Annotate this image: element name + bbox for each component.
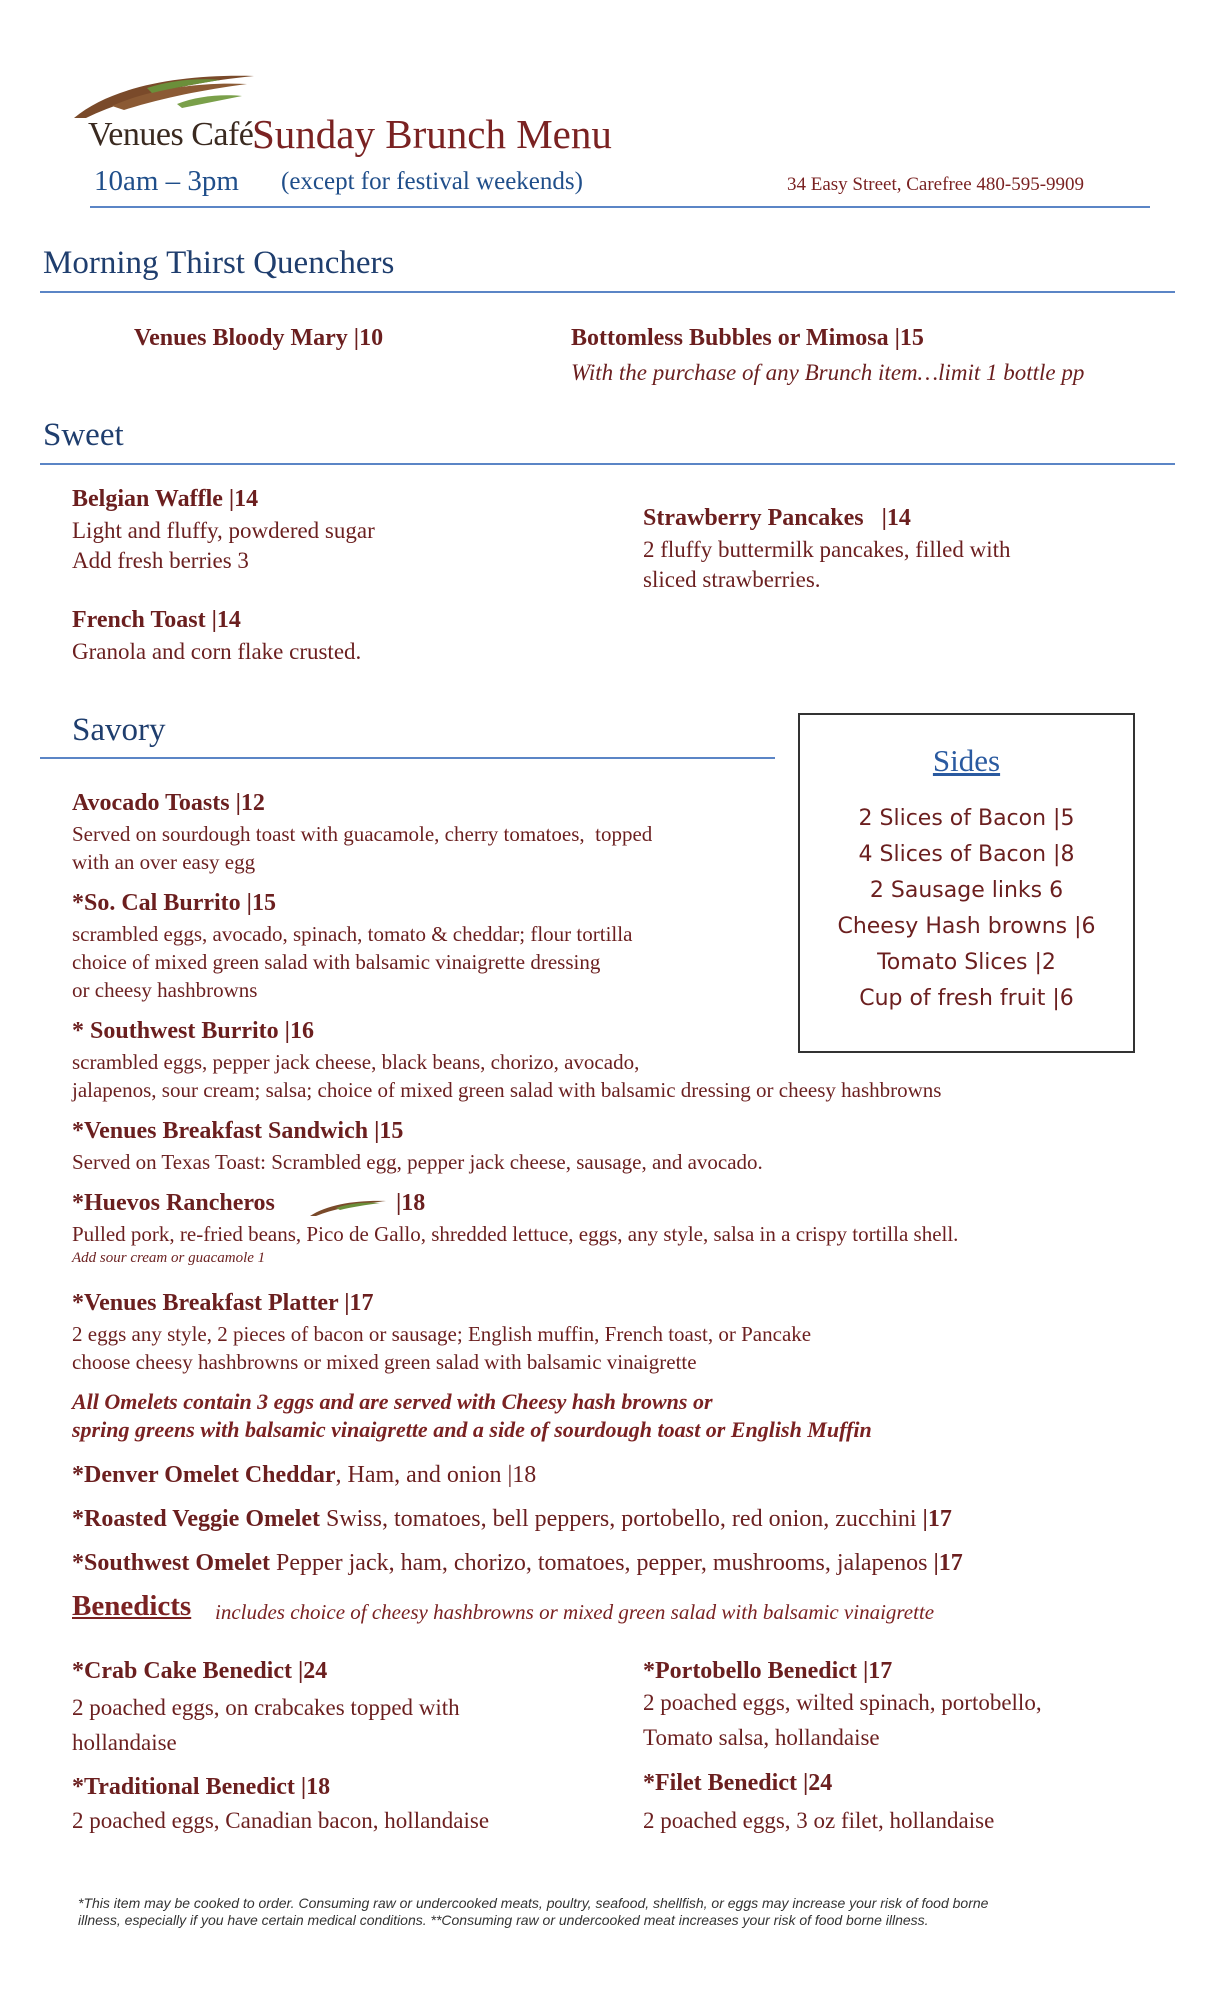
sides-title: Sides [932,743,1001,778]
filet-benedict-desc: 2 poached eggs, 3 oz filet, hollandaise [643,1808,995,1833]
sides-box [798,713,1135,1053]
huevos-rancheros-desc: Pulled pork, re-fried beans, Pico de Gallo, shredded lettuce, eggs, any style, salsa in a crispy tortilla shell. [72,1222,959,1246]
side-item: Cheesy Hash browns |6 [837,914,1096,939]
portobello-benedict-name: *Portobello Benedict |17 [643,1658,893,1684]
southwest-omelet-name: *Southwest Omelet [72,1550,270,1576]
socal-burrito-desc-1: scrambled eggs, avocado, spinach, tomato & cheddar; flour tortilla [72,922,633,946]
pancakes-desc-2: sliced strawberries. [643,567,821,592]
southwest-omelet-desc: Pepper jack, ham, chorizo, tomatoes, pepper, mushrooms, jalapenos [269,1550,934,1576]
side-item: 4 Slices of Bacon |8 [858,842,1075,867]
benedicts-note: includes choice of cheesy hashbrowns or mixed green salad with balsamic vinaigrette [215,1600,935,1624]
avocado-toast-desc-2: with an over easy egg [72,850,256,874]
section-title-savory: Savory [72,712,166,748]
breakfast-platter-desc-2: choose cheesy hashbrowns or mixed green salad with balsamic vinaigrette [72,1350,697,1374]
side-item: Tomato Slices |2 [877,950,1056,975]
southwest-omelet [72,1550,963,1577]
socal-burrito-desc-3: or cheesy hashbrowns [72,978,258,1002]
french-toast-name: French Toast |14 [72,607,241,633]
omelet-note-line-1: All Omelets contain 3 eggs and are served with Cheesy hash browns or [72,1389,713,1414]
side-item: 2 Sausage links 6 [869,878,1064,903]
waffle-desc-2: Add fresh berries 3 [72,548,249,573]
southwest-burrito-desc-2: jalapenos, sour cream; salsa; choice of mixed green salad with balsamic dressing or cheesy hashbrowns [72,1078,942,1102]
crab-cake-benedict-desc-1: 2 poached eggs, on crabcakes topped with [72,1695,460,1720]
side-item: Cup of fresh fruit |6 [859,986,1074,1011]
huevos-rancheros-price: |18 [396,1190,426,1216]
southwest-burrito-desc-1: scrambled eggs, pepper jack cheese, black beans, chorizo, avocado, [72,1050,640,1074]
breakfast-sandwich-name: *Venues Breakfast Sandwich |15 [72,1118,404,1144]
socal-burrito-desc-2: choice of mixed green salad with balsamic vinaigrette dressing [72,950,601,974]
pancakes-name: Strawberry Pancakes |14 [643,505,911,531]
french-toast-desc: Granola and corn flake crusted. [72,639,362,664]
portobello-benedict-desc-2: Tomato salsa, hollandaise [643,1725,880,1750]
southwest-omelet-price: |17 [933,1550,963,1576]
breakfast-platter-desc-1: 2 eggs any style, 2 pieces of bacon or sausage; English muffin, French toast, or Pancake [72,1322,812,1346]
section-title-thirst: Morning Thirst Quenchers [43,245,395,281]
hours-note: (except for festival weekends) [281,168,583,195]
footer-line-2: illness, especially if you have certain medical conditions. **Consuming raw or undercooked meat increases your risk of food borne illness. [78,1912,929,1928]
breakfast-platter-name: *Venues Breakfast Platter |17 [72,1290,374,1316]
veggie-omelet-name: *Roasted Veggie Omelet [72,1506,320,1532]
veggie-omelet-desc: Swiss, tomatoes, bell peppers, portobello, red onion, zucchini [319,1506,923,1532]
huevos-rancheros-note: Add sour cream or guacamole 1 [72,1250,266,1266]
footer-disclaimer [78,1895,1158,1929]
avocado-toast-desc-1: Served on sourdough toast with guacamole, cherry tomatoes, topped [72,822,653,846]
mimosa-name: Bottomless Bubbles or Mimosa |15 [571,325,924,351]
traditional-benedict-name: *Traditional Benedict |18 [72,1774,331,1800]
menu-title: Sunday Brunch Menu [252,111,612,157]
veggie-omelet [72,1506,952,1533]
omelet-note-line-2: spring greens with balsamic vinaigrette and a side of sourdough toast or English Muffin [72,1417,872,1442]
breakfast-sandwich-desc: Served on Texas Toast: Scrambled egg, pepper jack cheese, sausage, and avocado. [72,1150,763,1174]
waffle-desc-1: Light and fluffy, powdered sugar [72,518,375,543]
crab-cake-benedict-desc-2: hollandaise [72,1730,177,1755]
traditional-benedict-desc: 2 poached eggs, Canadian bacon, hollandaise [72,1808,490,1833]
veggie-omelet-price: |17 [922,1506,952,1532]
sweet-divider [40,463,1175,465]
denver-omelet-name: *Denver Omelet Cheddar [72,1462,336,1488]
crab-cake-benedict-name: *Crab Cake Benedict |24 [72,1658,328,1684]
bloody-mary-name: Venues Bloody Mary |10 [134,325,384,351]
waffle-name: Belgian Waffle |14 [72,486,259,512]
huevos-rancheros-name: *Huevos Rancheros [72,1190,275,1216]
savory-divider [40,757,775,759]
side-item: 2 Slices of Bacon |5 [858,806,1075,831]
socal-burrito-name: *So. Cal Burrito |15 [72,890,276,916]
section-title-sweet: Sweet [43,417,124,453]
address: 34 Easy Street, Carefree 480-595-9909 [787,174,1085,195]
mini-logo-icon [308,1196,388,1220]
omelet-note [72,1388,872,1444]
footer-line-1: *This item may be cooked to order. Consuming raw or undercooked meats, poultry, seafood, shellfish, or eggs may increase your risk of food borne [78,1895,989,1911]
avocado-toast-name: Avocado Toasts |12 [72,790,265,816]
denver-omelet-desc: , Ham, and onion |18 [335,1462,537,1488]
filet-benedict-name: *Filet Benedict |24 [643,1770,833,1796]
benedicts-title: Benedicts [72,1590,192,1622]
thirst-divider [40,291,1175,293]
header-divider [90,206,1150,208]
logo-text: Venues Café [88,116,254,153]
portobello-benedict-desc-1: 2 poached eggs, wilted spinach, portobello, [643,1690,1042,1715]
mimosa-desc: With the purchase of any Brunch item…limit 1 bottle pp [571,360,1085,385]
southwest-burrito-name: * Southwest Burrito |16 [72,1018,314,1044]
denver-omelet [72,1462,536,1489]
brunch-hours: 10am – 3pm [94,165,239,197]
pancakes-desc-1: 2 fluffy buttermilk pancakes, filled with [643,537,1011,562]
